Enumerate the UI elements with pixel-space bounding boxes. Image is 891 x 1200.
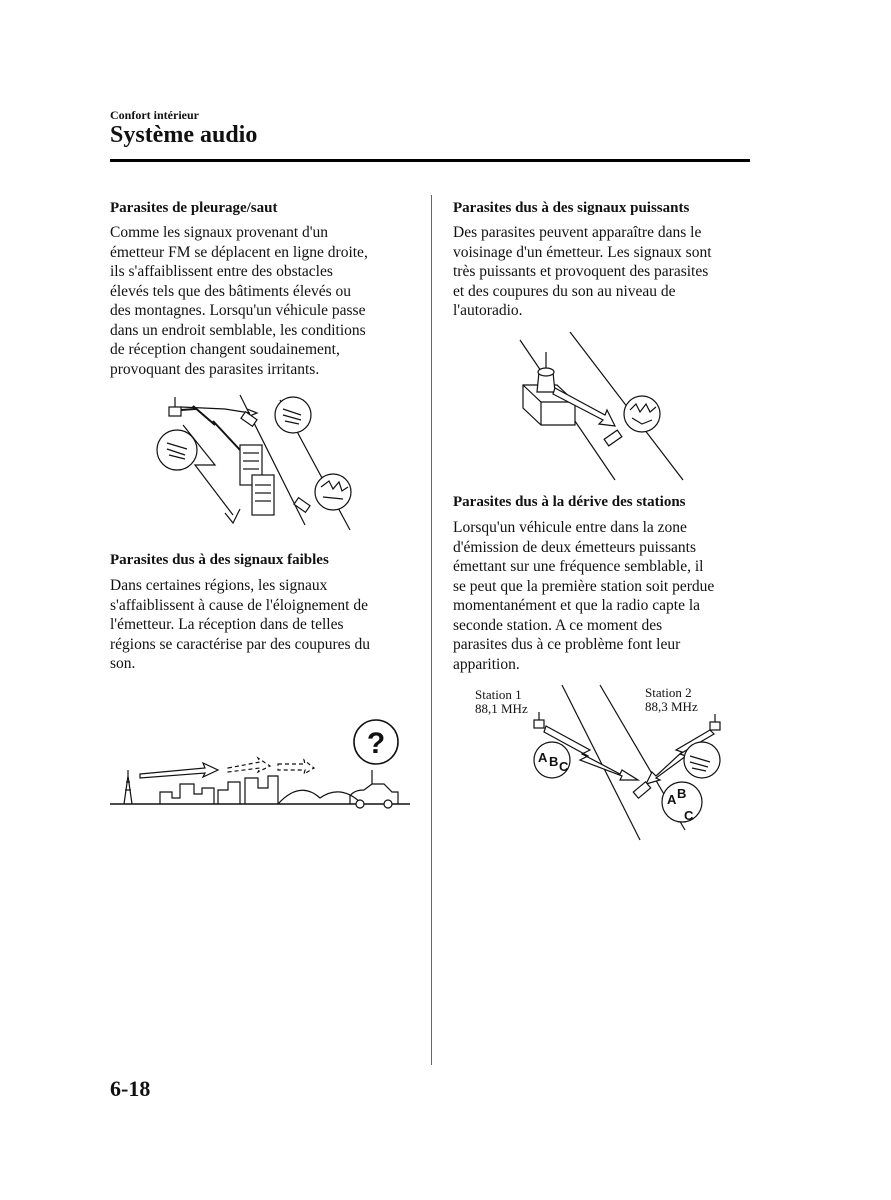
heading-station-drift: Parasites dus à la dérive des stations [453, 494, 686, 510]
bubble2-letter-a: A [667, 792, 677, 807]
paragraph-line: Des parasites peuvent apparaître dans le [453, 224, 702, 241]
paragraph-line: ils s'affaiblissent entre des obstacles [110, 263, 333, 280]
heading-strong-signals: Parasites dus à des signaux puissants [453, 200, 690, 216]
figure-weak-signal [110, 718, 410, 808]
paragraph-line: apparition. [453, 655, 520, 673]
paragraph-line: très puissants et provoquent des parasites [453, 263, 709, 280]
question-mark: ? [366, 727, 386, 760]
paragraph-line: Comme les signaux provenant d'un [110, 224, 329, 241]
paragraph-line: son. [110, 655, 136, 672]
page-number: 6-18 [110, 1076, 151, 1101]
paragraph-line: émettant sur une fréquence semblable, il [453, 558, 704, 575]
paragraph-station-drift [453, 518, 714, 674]
paragraph-line: momentanément et que la radio capte la [453, 597, 701, 614]
bubble1-letter-c: C [559, 759, 569, 774]
paragraph-line: se peut que la première station soit perdue [453, 577, 715, 595]
bubble2-letter-c: C [684, 808, 694, 823]
paragraph-wow-flutter [110, 223, 368, 379]
bubble2-letter-b: B [677, 786, 687, 801]
heading-wow-flutter: Parasites de pleurage/saut [110, 200, 278, 216]
paragraph-line: de réception changent soudainement, [110, 341, 340, 358]
station2-name: Station 2 [645, 685, 692, 700]
paragraph-line: Lorsqu'un véhicule entre dans la zone [453, 519, 687, 536]
paragraph-weak-signals [110, 576, 370, 674]
paragraph-line: et des coupures du son au niveau de [453, 282, 676, 300]
station2-frequency: 88,3 MHz [645, 699, 698, 714]
paragraph-line: dans un endroit semblable, les conditions [110, 321, 366, 339]
heading-weak-signals: Parasites dus à des signaux faibles [110, 552, 329, 568]
figure-multipath [155, 395, 365, 530]
bubble1-letter-a: A [538, 750, 548, 765]
paragraph-line: parasites dus à ce problème font leur [453, 636, 681, 653]
paragraph-line: d'émission de deux émetteurs puissants [453, 538, 697, 556]
paragraph-line: régions se caractérise par des coupures du [110, 635, 370, 653]
paragraph-line: émetteur FM se déplacent en ligne droite, [110, 243, 368, 261]
paragraph-line: s'affaiblissent à cause de l'éloignement de [110, 596, 368, 614]
column-divider [431, 195, 432, 1065]
figure-strong-signal [515, 330, 685, 480]
paragraph-line: élevés tels que des bâtiments élevés ou [110, 282, 352, 300]
figure-station-drift [470, 680, 740, 840]
paragraph-line: l'émetteur. La réception dans de telles [110, 616, 344, 633]
station1-frequency: 88,1 MHz [475, 701, 528, 716]
bubble1-letter-b: B [549, 754, 559, 769]
header-rule [110, 159, 750, 162]
station1-name: Station 1 [475, 687, 522, 702]
paragraph-line: voisinage d'un émetteur. Les signaux sont [453, 243, 712, 261]
paragraph-line: Dans certaines régions, les signaux [110, 577, 328, 594]
paragraph-line: des montagnes. Lorsqu'un véhicule passe [110, 302, 366, 319]
paragraph-line: seconde station. A ce moment des [453, 616, 663, 634]
paragraph-line: provoquant des parasites irritants. [110, 360, 320, 378]
paragraph-line: l'autoradio. [453, 302, 523, 319]
page-title: Système audio [110, 122, 258, 148]
paragraph-strong-signals [453, 223, 712, 321]
section-label: Confort intérieur [110, 108, 199, 122]
